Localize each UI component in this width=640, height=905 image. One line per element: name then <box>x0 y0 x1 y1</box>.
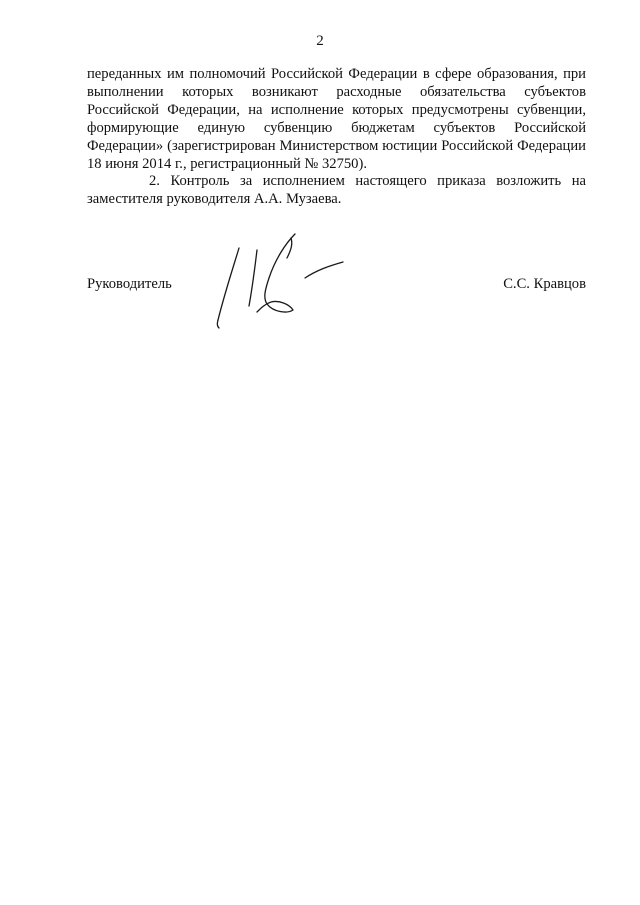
signer-name: С.С. Кравцов <box>503 276 586 292</box>
page-number: 2 <box>316 33 324 49</box>
signer-title: Руководитель <box>87 276 172 292</box>
document-body <box>87 66 586 209</box>
handwritten-signature <box>205 220 355 330</box>
paragraph-continuation: переданных им полномочий Российской Федерации в сфере образования, при выполнении которых возникают расходные обязательства субъектов Российской Федерации, на исполнение которых предусмотрены субвенции, формирующие единую субвенцию бюджетам субъектов Российской Федерации» (зарегистрирован Министерством юстиции Российской Федерации 18 июня 2014 г., регистрационный № 32750). <box>87 66 586 172</box>
paragraph-control-clause: 2. Контроль за исполнением настоящего приказа возложить на заместителя руководителя А.А. Музаева. <box>87 173 586 208</box>
